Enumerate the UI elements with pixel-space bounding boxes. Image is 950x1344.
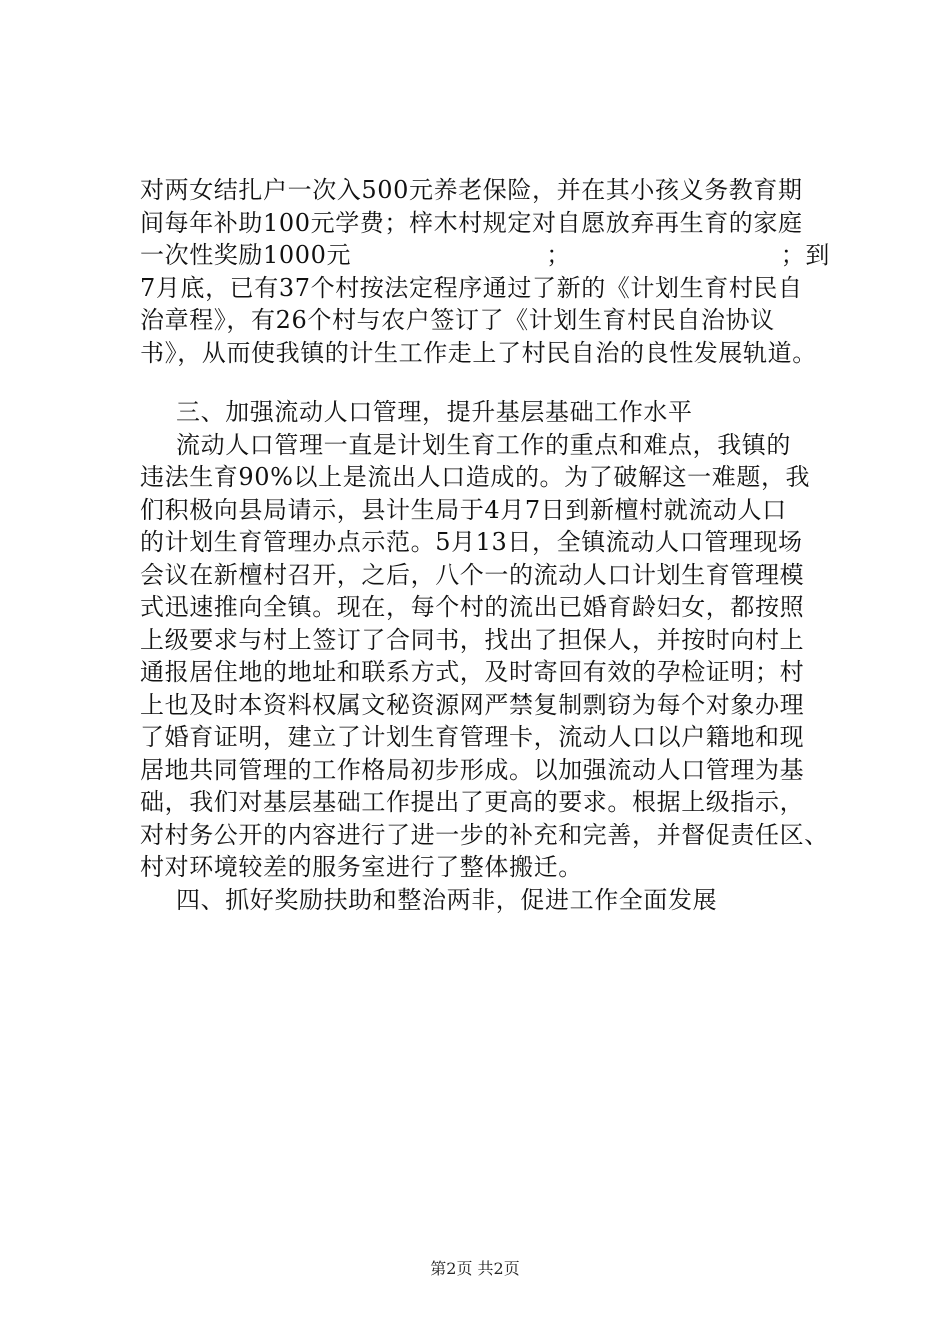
text-line: 流动人口管理一直是计划生育工作的重点和难点，我镇的 <box>176 430 791 459</box>
text-segment: ； <box>546 241 571 269</box>
text-line: 了婚育证明，建立了计划生育管理卡，流动人口以户籍地和现 <box>140 723 805 751</box>
text-line: 上也及时本资料权属文秘资源网严禁复制剽窃为每个对象办理 <box>140 690 805 719</box>
paragraph-1 <box>140 174 830 369</box>
text-line-with-gaps <box>140 239 830 272</box>
text-segment: ；到 <box>780 241 830 269</box>
text-segment: 一次性奖励1000元 <box>140 241 352 269</box>
text-line: 治章程》，有26个村与农户签订了《计划生育村民自治协议 <box>140 306 775 334</box>
text-line: 础，我们对基层基础工作提出了更高的要求。根据上级指示， <box>140 788 805 816</box>
text-line: 居地共同管理的工作格局初步形成。以加强流动人口管理为基 <box>140 755 805 784</box>
text-line: 对村务公开的内容进行了进一步的补充和完善，并督促责任区、 <box>140 820 829 849</box>
text-line: 书》，从而使我镇的计生工作走上了村民自治的良性发展轨道。 <box>140 338 817 367</box>
text-line: 7月底，已有37个村按法定程序通过了新的《计划生育村民自 <box>140 273 803 302</box>
text-line: 的计划生育管理办点示范。5月13日，全镇流动人口管理现场 <box>140 528 803 556</box>
text-line: 间每年补助100元学费；梓木村规定对自愿放弃再生育的家庭 <box>140 208 803 237</box>
section-heading: 四、抓好奖励扶助和整治两非，促进工作全面发展 <box>176 885 718 914</box>
section-3 <box>140 396 830 916</box>
text-line: 通报居住地的地址和联系方式，及时寄回有效的孕检证明；村 <box>140 658 805 686</box>
page-number-label: 第2页 共2页 <box>430 1259 520 1278</box>
text-line: 对两女结扎户一次入500元养老保险，并在其小孩义务教育期 <box>140 176 803 204</box>
text-line: 上级要求与村上签订了合同书，找出了担保人，并按时向村上 <box>140 625 805 654</box>
page-footer <box>0 1256 950 1279</box>
text-line: 违法生育90%以上是流出人口造成的。为了破解这一难题，我 <box>140 463 811 491</box>
text-line: 们积极向县局请示，县计生局于4月7日到新檀村就流动人口 <box>140 495 787 524</box>
text-line: 会议在新檀村召开，之后，八个一的流动人口计划生育管理模 <box>140 560 805 589</box>
text-line: 村对环境较差的服务室进行了整体搬迁。 <box>140 853 583 881</box>
section-heading: 三、加强流动人口管理，提升基层基础工作水平 <box>176 398 693 426</box>
text-line: 式迅速推向全镇。现在，每个村的流出已婚育龄妇女，都按照 <box>140 593 805 621</box>
